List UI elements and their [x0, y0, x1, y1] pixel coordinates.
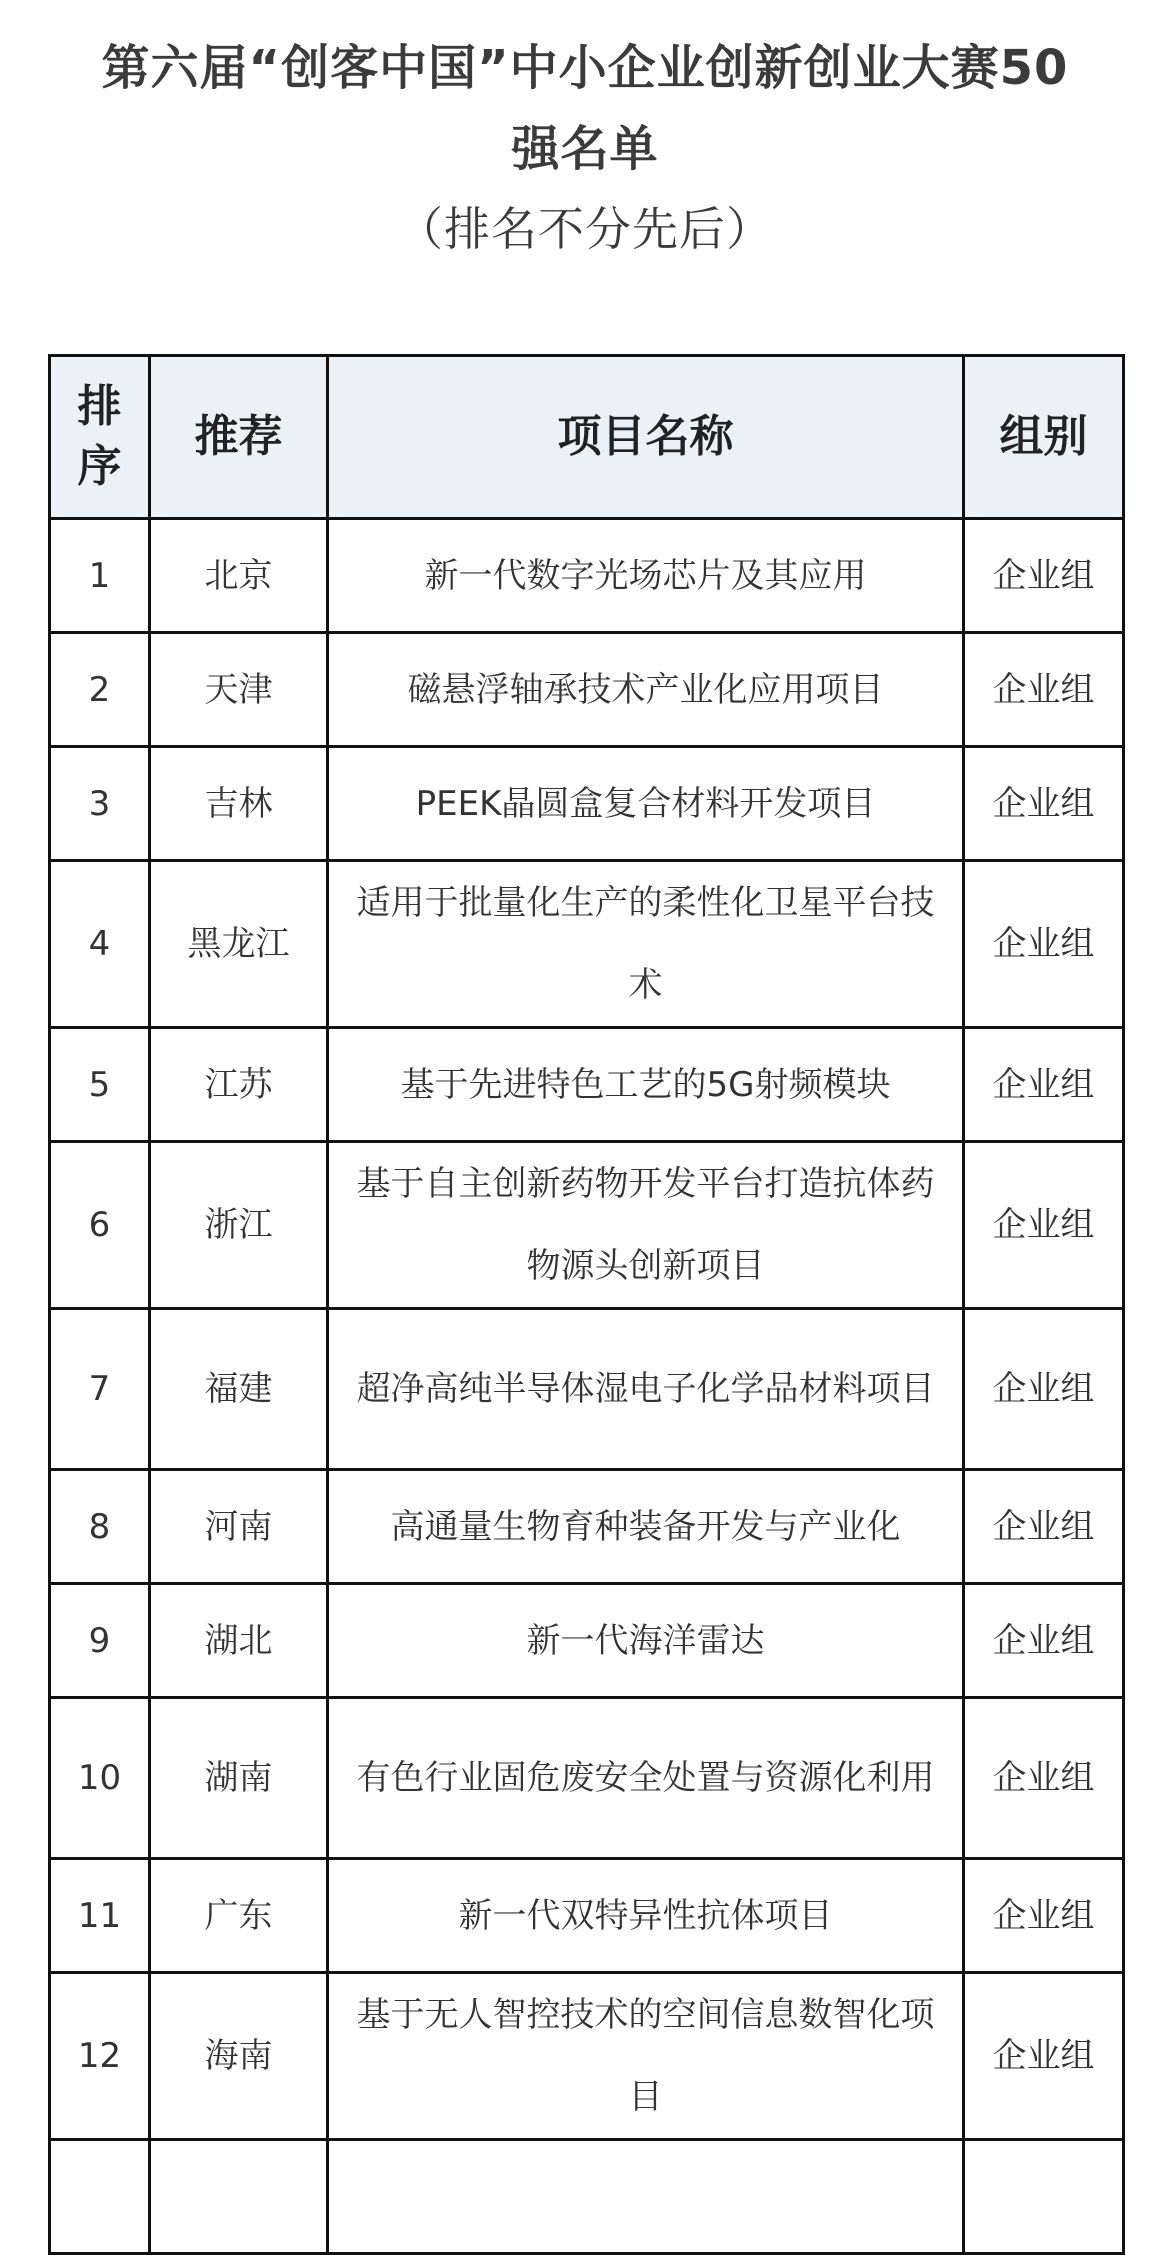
column-header-project: 项目名称 — [328, 356, 964, 519]
project-cell: 适用于批量化生产的柔性化卫星平台技术 — [328, 861, 964, 1028]
recommend-cell: 江苏 — [150, 1028, 328, 1142]
column-header-group: 组别 — [964, 356, 1124, 519]
ranking-table — [48, 354, 1125, 2255]
recommend-cell: 浙江 — [150, 1142, 328, 1309]
rank-cell: 12 — [50, 1973, 150, 2140]
table-header-row — [50, 356, 1124, 519]
project-cell: 新一代数字光场芯片及其应用 — [328, 519, 964, 633]
table-row — [50, 2140, 1124, 2254]
table-row — [50, 1859, 1124, 1973]
page-title-line2: 强名单 — [511, 121, 659, 177]
rank-cell: 10 — [50, 1698, 150, 1859]
project-cell: 有色行业固危废安全处置与资源化利用 — [328, 1698, 964, 1859]
project-cell — [328, 2140, 964, 2254]
table-row — [50, 1584, 1124, 1698]
recommend-cell: 广东 — [150, 1859, 328, 1973]
rank-cell: 8 — [50, 1470, 150, 1584]
column-header-recommend: 推荐 — [150, 356, 328, 519]
rank-cell — [50, 2140, 150, 2254]
group-cell: 企业组 — [964, 519, 1124, 633]
rank-cell: 11 — [50, 1859, 150, 1973]
rank-cell: 5 — [50, 1028, 150, 1142]
group-cell: 企业组 — [964, 1142, 1124, 1309]
table-row — [50, 1142, 1124, 1309]
table-row — [50, 1470, 1124, 1584]
group-cell: 企业组 — [964, 1584, 1124, 1698]
table-row — [50, 1309, 1124, 1470]
rank-cell: 2 — [50, 633, 150, 747]
recommend-cell: 海南 — [150, 1973, 328, 2140]
table-row — [50, 519, 1124, 633]
project-cell: 基于先进特色工艺的5G射频模块 — [328, 1028, 964, 1142]
rank-cell: 1 — [50, 519, 150, 633]
project-cell: 磁悬浮轴承技术产业化应用项目 — [328, 633, 964, 747]
recommend-cell: 湖南 — [150, 1698, 328, 1859]
table-row — [50, 747, 1124, 861]
project-cell: 超净高纯半导体湿电子化学品材料项目 — [328, 1309, 964, 1470]
project-cell: 高通量生物育种装备开发与产业化 — [328, 1470, 964, 1584]
rank-cell: 6 — [50, 1142, 150, 1309]
group-cell: 企业组 — [964, 1309, 1124, 1470]
rank-cell: 7 — [50, 1309, 150, 1470]
project-cell: PEEK晶圆盒复合材料开发项目 — [328, 747, 964, 861]
recommend-cell: 黑龙江 — [150, 861, 328, 1028]
recommend-cell: 湖北 — [150, 1584, 328, 1698]
group-cell: 企业组 — [964, 1859, 1124, 1973]
recommend-cell: 天津 — [150, 633, 328, 747]
project-cell: 新一代海洋雷达 — [328, 1584, 964, 1698]
table-row — [50, 633, 1124, 747]
group-cell: 企业组 — [964, 1470, 1124, 1584]
project-cell: 新一代双特异性抗体项目 — [328, 1859, 964, 1973]
recommend-cell: 吉林 — [150, 747, 328, 861]
page-subtitle: （排名不分先后） — [397, 202, 773, 256]
table-row — [50, 861, 1124, 1028]
group-cell — [964, 2140, 1124, 2254]
group-cell: 企业组 — [964, 1028, 1124, 1142]
recommend-cell: 北京 — [150, 519, 328, 633]
table-row — [50, 1698, 1124, 1859]
group-cell: 企业组 — [964, 747, 1124, 861]
column-header-rank: 排序 — [50, 356, 150, 519]
rank-cell: 4 — [50, 861, 150, 1028]
table-row — [50, 1028, 1124, 1142]
project-cell: 基于自主创新药物开发平台打造抗体药物源头创新项目 — [328, 1142, 964, 1309]
rank-cell: 3 — [50, 747, 150, 861]
group-cell: 企业组 — [964, 1698, 1124, 1859]
project-cell: 基于无人智控技术的空间信息数智化项目 — [328, 1973, 964, 2140]
rank-cell: 9 — [50, 1584, 150, 1698]
recommend-cell — [150, 2140, 328, 2254]
recommend-cell: 福建 — [150, 1309, 328, 1470]
group-cell: 企业组 — [964, 1973, 1124, 2140]
page-title-line1: 第六届“创客中国”中小企业创新创业大赛50 — [101, 40, 1069, 96]
recommend-cell: 河南 — [150, 1470, 328, 1584]
group-cell: 企业组 — [964, 633, 1124, 747]
table-row — [50, 1973, 1124, 2140]
group-cell: 企业组 — [964, 861, 1124, 1028]
